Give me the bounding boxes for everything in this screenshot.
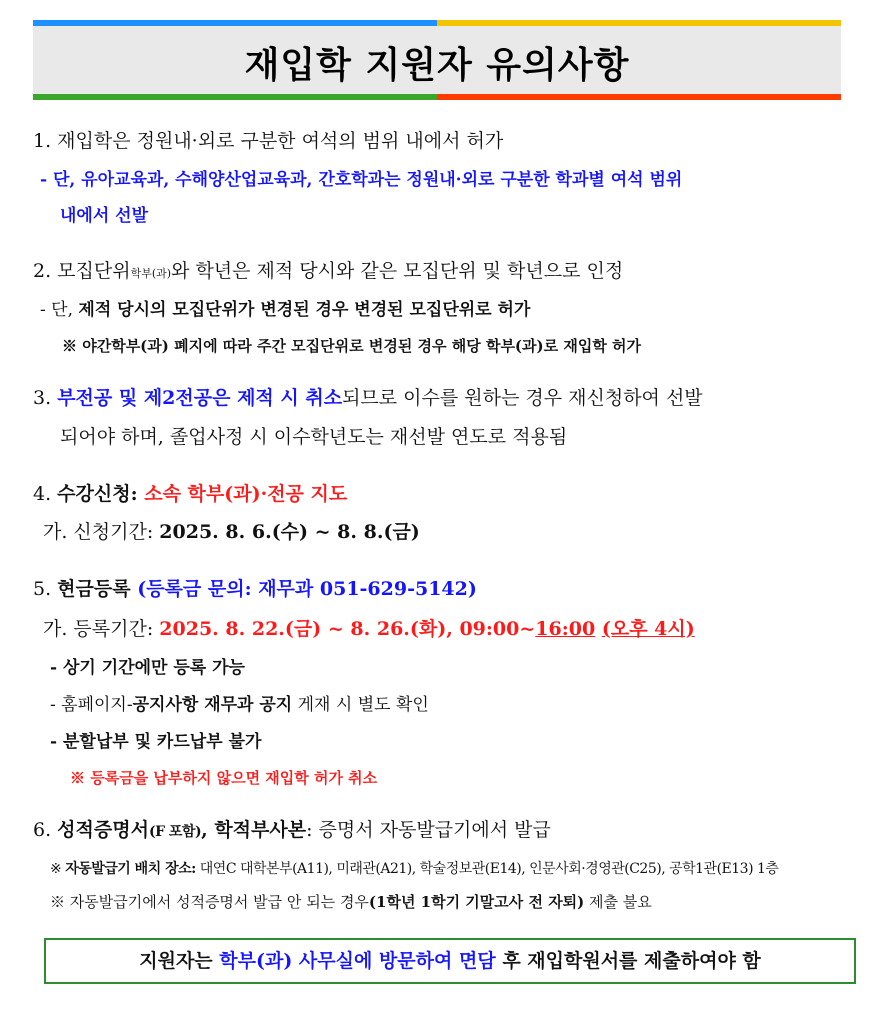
section-1-note: - 단, 유아교육과, 수해양산업교육과, 간호학과는 정원내·외로 구분한 학과별 여석 범위: [40, 170, 683, 190]
section-6-num: 6.: [33, 819, 58, 841]
section-4-num: 4.: [33, 483, 58, 505]
section-2-note: [40, 297, 530, 323]
footer-highlight: 학부(과) 사무실에 방문하여 면담: [219, 950, 496, 972]
top-bar-yellow: [437, 20, 841, 26]
section-5-period: [43, 616, 695, 642]
top-bar-blue: [33, 20, 437, 26]
section-3-text: [33, 385, 703, 411]
section-6-ref2-a: ※ 자동발급기에서 성적증명서 발급 안 되는 경우: [50, 893, 369, 911]
section-5-bullet-2-b: 공지사항 재무과 공지: [132, 695, 293, 715]
section-5-reference: ※ 등록금을 납부하지 않으면 재입학 허가 취소: [70, 769, 378, 787]
section-4-highlight: 소속 학부(과)·전공 지도: [144, 483, 348, 505]
section-6-label-a: 성적증명서: [57, 819, 149, 841]
section-2-subscript: 학부(과): [130, 267, 172, 280]
section-6-ref1-mark: ※: [50, 861, 66, 877]
title-banner: [33, 20, 841, 100]
section-5-deadline-space: [595, 618, 602, 640]
section-6-ref2-c: 제출 불요: [584, 893, 652, 911]
section-6-label-d: 학적부사본: [214, 819, 307, 841]
section-2-note-prefix: - 단,: [40, 300, 79, 320]
section-3-num: 3.: [33, 387, 58, 409]
section-1-text: 1. 재입학은 정원내·외로 구분한 여석의 범위 내에서 허가: [33, 130, 504, 152]
section-6-ref1-label: 자동발급기 배치 장소:: [65, 861, 196, 877]
section-4-period-value: 2025. 8. 6.(수) ~ 8. 8.(금): [159, 521, 420, 543]
section-5-bullet-2-c: 게재 시 별도 확인: [292, 695, 429, 715]
section-6-rest: : 증명서 자동발급기에서 발급: [306, 819, 551, 841]
footer-text-a: 지원자는: [139, 950, 220, 972]
section-5-deadline-time: 16:00: [535, 618, 596, 640]
section-5-contact: (등록금 문의: 재무과 051-629-5142): [137, 578, 477, 600]
section-5-period-label: 가. 등록기간:: [43, 618, 160, 640]
section-6-reference-2: [50, 889, 652, 915]
section-5-text: [33, 576, 477, 602]
page-title: 재입학 지원자 유의사항: [244, 45, 630, 86]
footer-notice-box: [44, 938, 856, 984]
section-6-reference-1: [50, 856, 778, 882]
title-top-bar: [33, 20, 841, 26]
section-3-highlight: 부전공 및 제2전공은 제적 시 취소: [57, 387, 343, 409]
title-bottom-bar: [33, 94, 841, 100]
section-5-bullet-2: [50, 692, 429, 718]
section-5-bullet-1: - 상기 기간에만 등록 가능: [50, 658, 245, 678]
section-3-rest: 되므로 이수를 원하는 경우 재신청하여 선발: [342, 387, 703, 409]
section-4-period: [43, 519, 420, 545]
section-2-note-bold: 제적 당시의 모집단위가 변경된 경우 변경된 모집단위로 허가: [78, 300, 531, 320]
section-4-text: [33, 481, 347, 507]
section-5-num: 5.: [33, 578, 58, 600]
section-4-period-label: 가. 신청기간:: [43, 521, 160, 543]
section-5-bullet-2-a: - 홈페이지-: [50, 695, 133, 715]
section-2-reference: ※ 야간학부(과) 폐지에 따라 주간 모집단위로 변경된 경우 해당 학부(과)로 재입학 허가: [62, 337, 642, 355]
bottom-bar-red: [437, 94, 841, 100]
section-2-text-a: 2. 모집단위: [33, 260, 131, 282]
section-5-deadline-note: (오후 4시): [601, 618, 695, 640]
section-4-label: 수강신청:: [57, 483, 145, 505]
section-2-text: [33, 258, 623, 287]
section-6-ref2-b: (1학년 1학기 기말고사 전 자퇴): [368, 893, 585, 911]
footer-text-b: 후 재입학원서를 제출하여야 함: [495, 950, 761, 972]
section-5-label: 현금등록: [57, 578, 138, 600]
bottom-bar-green: [33, 94, 437, 100]
section-6-text: [33, 817, 551, 845]
section-2-text-b: 와 학년은 제적 당시와 같은 모집단위 및 학년으로 인정: [171, 260, 624, 282]
section-3-text-cont: 되어야 하며, 졸업사정 시 이수학년도는 재선발 연도로 적용됨: [60, 426, 568, 448]
section-6-ref1-locations: 대연C 대학본부(A11), 미래관(A21), 학술정보관(E14), 인문사회·경영관(C25), 공학1관(E13) 1층: [195, 861, 779, 877]
section-5-bullet-3: - 분할납부 및 카드납부 불가: [50, 732, 262, 752]
section-6-label-c: ,: [201, 819, 215, 841]
section-1-note-cont: 내에서 선발: [60, 206, 149, 226]
section-5-period-value: 2025. 8. 22.(금) ~ 8. 26.(화), 09:00~: [159, 618, 536, 640]
section-6-label-b: (F 포함): [148, 824, 202, 840]
